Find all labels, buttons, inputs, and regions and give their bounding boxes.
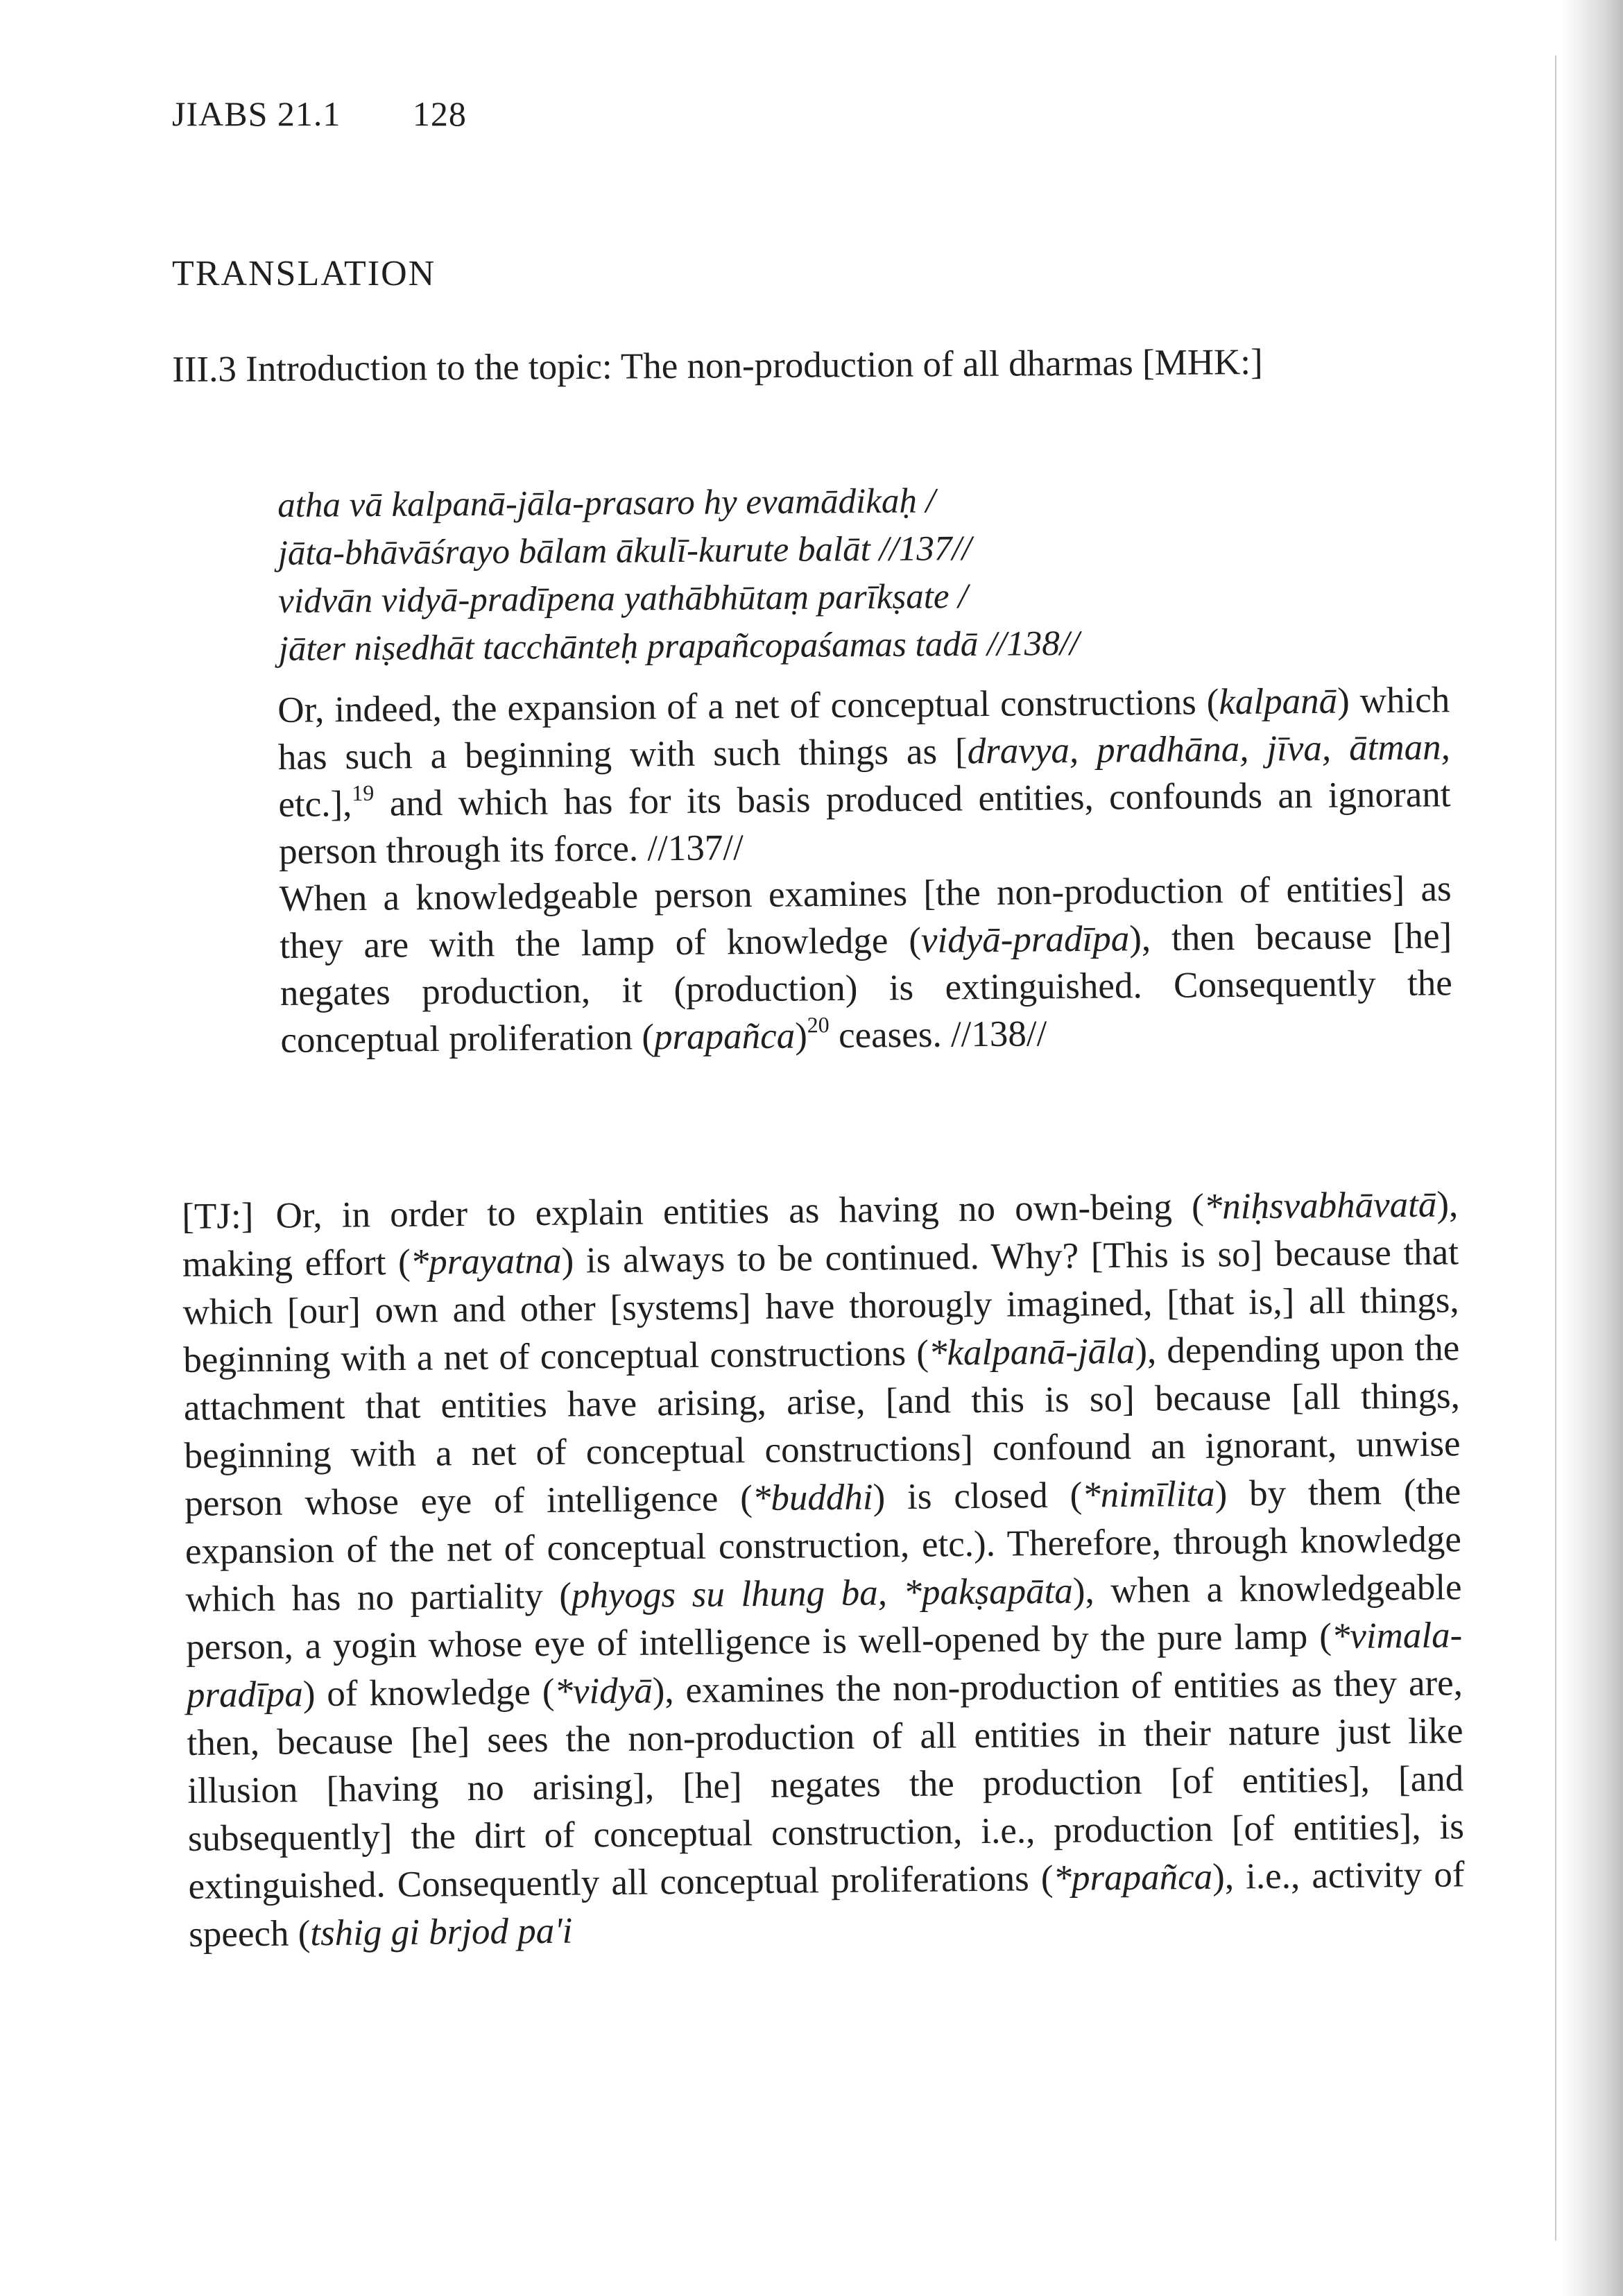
topic-introduction: III.3 Introduction to the topic: The non-production of all dharmas [MHK:] [172, 342, 1263, 390]
sanskrit-term: *niḥsvabhāvatā [1203, 1184, 1437, 1227]
sanskrit-term: *nimīlita [1081, 1473, 1215, 1516]
text-run: ), making effort ( [182, 1184, 1459, 1285]
tibetan-commentary-translation [182, 1181, 1466, 1959]
text-run: ), then because [he] negates production, it (production) is extinguished. Consequently the conceptual proliferation ( [280, 916, 1453, 1061]
sanskrit-term: prapañca [653, 1016, 796, 1058]
text-run: When a knowledgeable person examines [the non-production of entities] as they are with the lamp of knowledge ( [279, 868, 1452, 966]
section-heading: TRANSLATION [172, 254, 436, 293]
sanskrit-term: *kalpanā-jāla [928, 1330, 1135, 1373]
text-run: ), depending upon the attachment that entities have arising, arise, [and this is so] because [all things, beginning with a net of conceptual constructions] confound an ignorant, unwise person whose eye of intelligence ( [183, 1328, 1461, 1524]
verse-line: jāta-bhāvāśrayo bālam ākulī-kurute balāt //137// [277, 529, 972, 573]
text-run: ) is closed ( [873, 1475, 1083, 1518]
text-run: ), when a knowledgeable person, a yogin whose eye of intelligence is well-opened by the pure lamp ( [186, 1567, 1462, 1668]
sanskrit-term: dravya, pradhāna, jīva, ātman, [967, 727, 1451, 772]
text-run: etc.], [278, 784, 352, 825]
text-run: ceases. //138// [829, 1013, 1047, 1056]
verse-line: vidvān vidyā-pradīpena yathābhūtaṃ parīkṣate / [278, 577, 968, 621]
running-header [172, 94, 467, 134]
text-run: ), examines the non-production of entities as they are, then, because [he] sees the non-production of all entities in their nature just like illusion [having no arising], [he] negates the production [of entities], [and subsequently] the dirt of conceptual construction, i.e., production [of entities], is extinguished. Consequently all conceptual proliferations ( [187, 1663, 1465, 1907]
text-run: ) is always to be continued. Why? [This is so] because that which [our] own and other [systems] have thorougly imagined, [that is,] all things, beginning with a net of conceptual constructions ( [182, 1232, 1459, 1380]
source-marker: [TJ:] [182, 1196, 254, 1237]
tibetan-term: phyogs su lhung ba, *pakṣapāta [571, 1570, 1074, 1616]
page-edge-shadow [1561, 0, 1623, 2296]
footnote-ref-19: 19 [352, 780, 375, 806]
text-run: ) of knowledge ( [302, 1671, 555, 1715]
verse-translation-138 [279, 865, 1452, 1064]
text-run: ) [794, 1016, 808, 1056]
sanskrit-term: vidyā-pradīpa [920, 918, 1130, 961]
verse-translation-137 [277, 676, 1451, 875]
text-run: and which has for its basis produced entities, confounds an ignorant person through its force. //137// [278, 774, 1451, 872]
text-run: ) which has such a beginning with such things as [ [277, 680, 1450, 778]
sanskrit-term: *prapañca [1053, 1856, 1213, 1899]
verse-translation [277, 676, 1453, 1064]
footnote-ref-20: 20 [807, 1012, 830, 1038]
text-run: Or, indeed, the expansion of a net of conceptual constructions ( [277, 682, 1219, 730]
sanskrit-term: *vidyā [554, 1670, 653, 1712]
page-number: 128 [412, 94, 467, 133]
text-run: Or, in order to explain entities as having no own-being ( [256, 1186, 1205, 1236]
sanskrit-verse [277, 474, 1458, 674]
sanskrit-term: *buddhi [752, 1477, 873, 1519]
commentary-paragraph [182, 1181, 1466, 1959]
journal-title: JIABS 21.1 [172, 94, 341, 133]
sanskrit-term: *prayatna [410, 1240, 562, 1283]
text-run: ) by them (the expansion of the net of conceptual construction, etc.). Therefore, through knowledge which has no partiality ( [184, 1471, 1462, 1620]
sanskrit-term: *vimala-pradīpa [186, 1615, 1463, 1715]
tibetan-term: tshig gi brjod pa'i [310, 1910, 573, 1954]
verse-line: atha vā kalpanā-jāla-prasaro hy evamādikaḥ / [277, 481, 936, 525]
page-edge-line [1555, 55, 1556, 2241]
verse-line: jāter niṣedhāt tacchānteḥ prapañcopaśamas tadā //138// [278, 624, 1080, 669]
text-run: ), i.e., activity of speech ( [188, 1854, 1465, 1955]
sanskrit-term: kalpanā [1219, 680, 1338, 723]
